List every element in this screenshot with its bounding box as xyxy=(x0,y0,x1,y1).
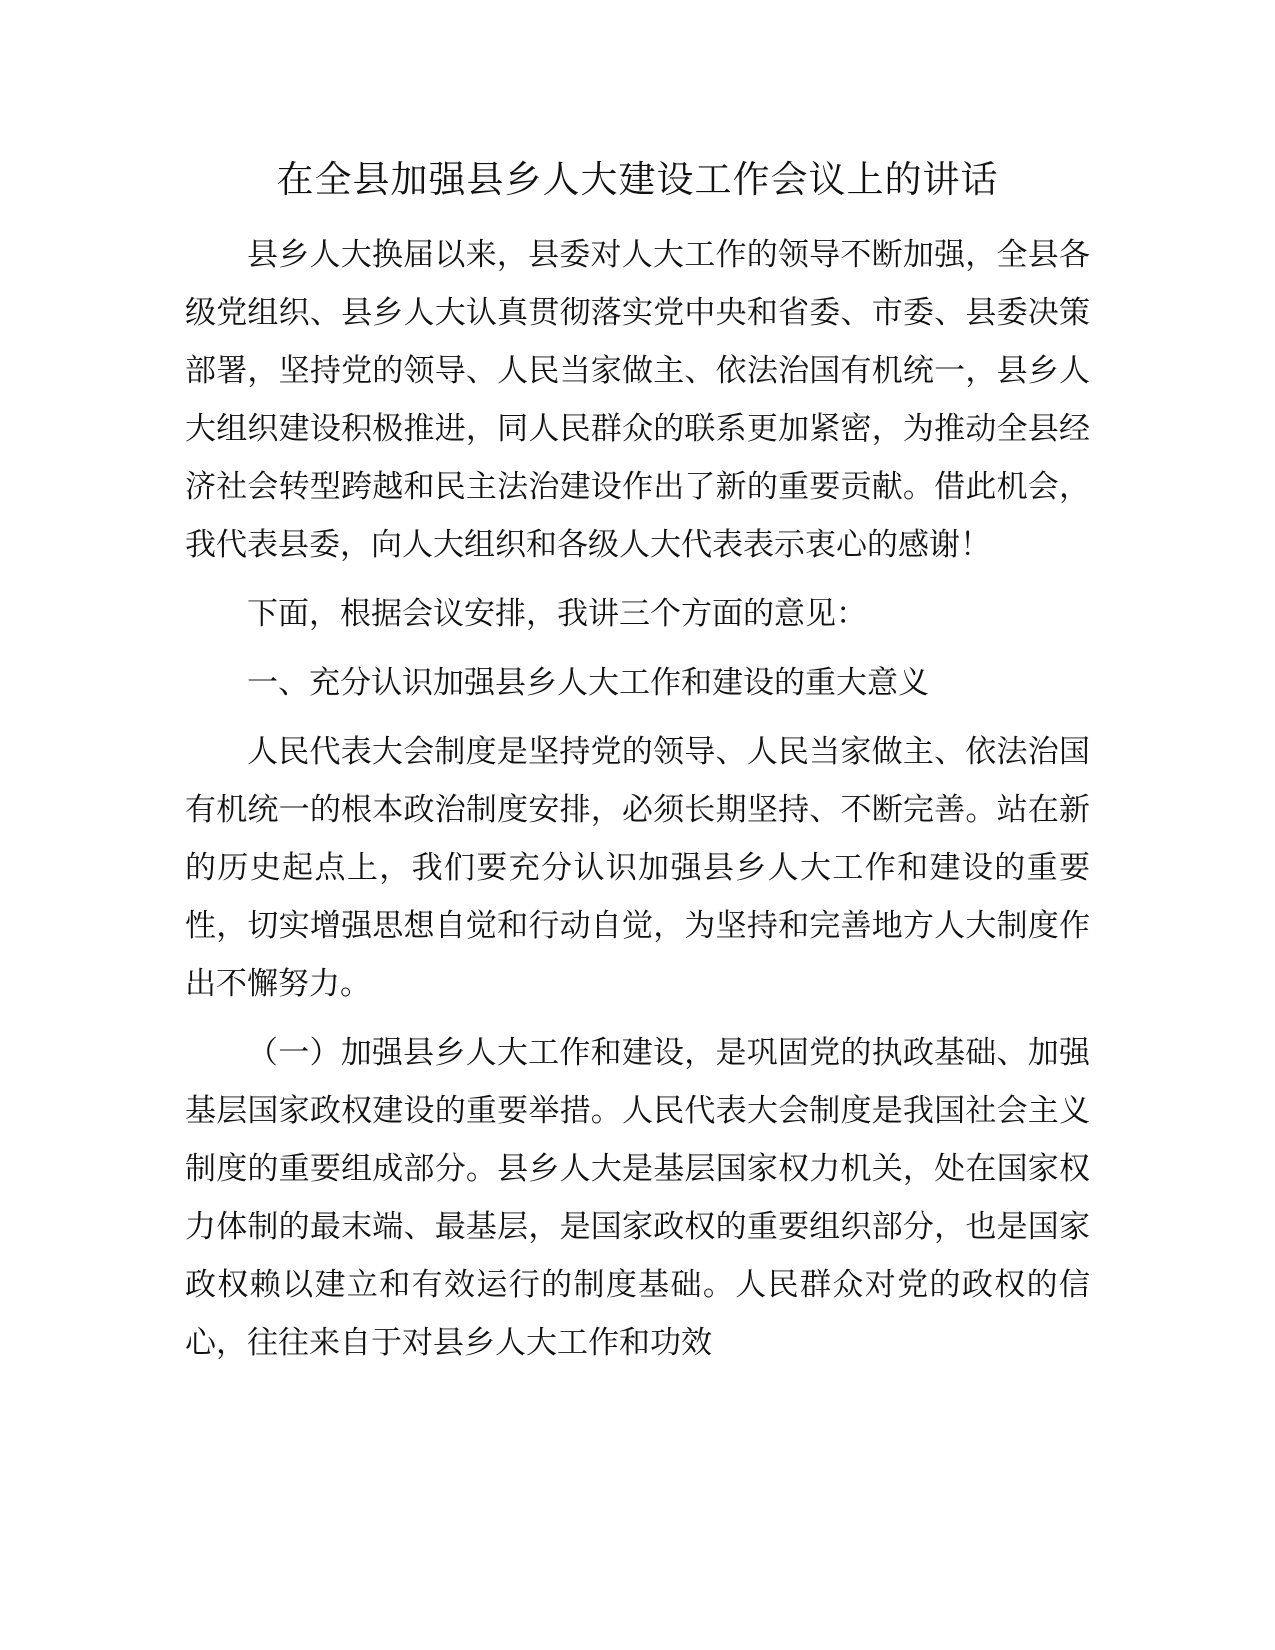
document-title: 在全县加强县乡人大建设工作会议上的讲话 xyxy=(276,158,999,201)
paragraph-section-1: 人民代表大会制度是坚持党的领导、人民当家做主、依法治国有机统一的根本政治制度安排，必须长期坚持、不断完善。站在新的历史起点上，我们要充分认识加强县乡人大工作和建设的重要性，切实增强思想自觉和行动自觉，为坚持和完善地方人大制度作出不懈努力。 xyxy=(185,734,1090,1002)
document-body xyxy=(185,226,1090,1383)
section-heading-1: 一、充分认识加强县乡人大工作和建设的重大意义 xyxy=(247,665,929,701)
paragraph-point-1: （一）加强县乡人大工作和建设，是巩固党的执政基础、加强基层国家政权建设的重要举措。人民代表大会制度是我国社会主义制度的重要组成部分。县乡人大是基层国家权力机关，处在国家权力体制的最末端、最基层，是国家政权的重要组织部分，也是国家政权赖以建立和有效运行的制度基础。人民群众对党的政权的信心，往往来自于对县乡人大工作和功效 xyxy=(185,1035,1090,1361)
paragraph-outline: 下面，根据会议安排，我讲三个方面的意见： xyxy=(247,596,867,632)
paragraph-intro: 县乡人大换届以来，县委对人大工作的领导不断加强，全县各级党组织、县乡人大认真贯彻落实党中央和省委、市委、县委决策部署，坚持党的领导、人民当家做主、依法治国有机统一，县乡人大组织建设积极推进，同人民群众的联系更加紧密，为推动全县经济社会转型跨越和民主法治建设作出了新的重要贡献。借此机会，我代表县委，向人大组织和各级人大代表表示衷心的感谢！ xyxy=(185,237,1090,563)
